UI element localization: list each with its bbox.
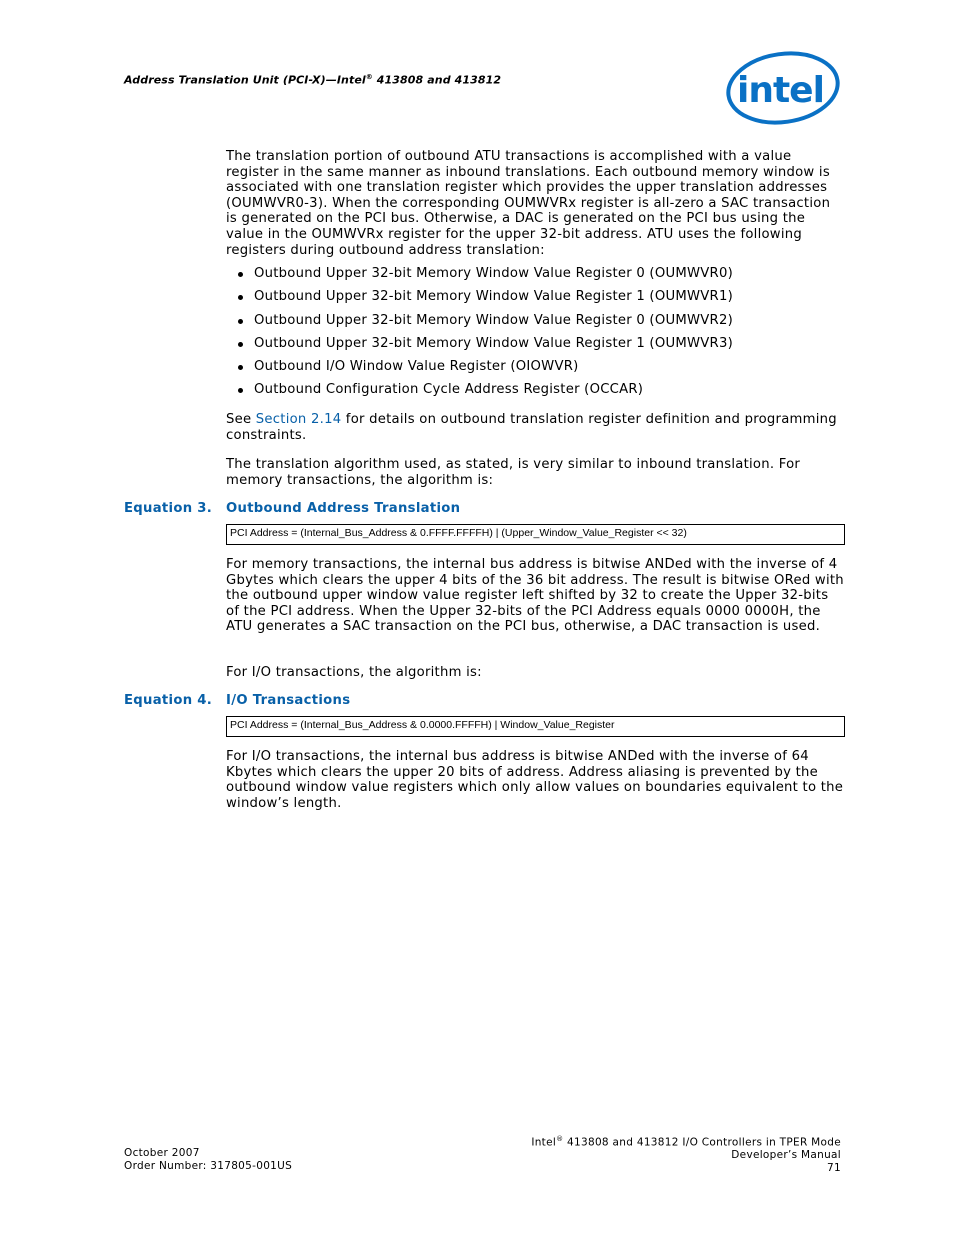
intro-paragraph: The translation portion of outbound ATU transactions is accomplished with a value register in the same manner as inbound translations. Each outbound memory window is associated with one translation register which provides the upper translation addresses (OUMWVR0-3). When the corresponding OUMWVRx register is all-zero a SAC transaction is generated on the PCI bus. Otherwise, a DAC is generated on the PCI bus using the value in the OUMWVRx register for the upper 32-bit address. ATU uses the following registers during outbound address translation: bbox=[226, 149, 831, 258]
section-reference-paragraph bbox=[226, 412, 844, 443]
footer-doc-title bbox=[531, 1133, 841, 1149]
page-number: 71 bbox=[827, 1161, 841, 1174]
list-item: Outbound Configuration Cycle Address Register (OCCAR) bbox=[226, 381, 844, 404]
register-list bbox=[226, 265, 844, 405]
io-intro-paragraph: For I/O transactions, the algorithm is: bbox=[226, 665, 482, 680]
intel-logo bbox=[725, 50, 843, 128]
footer-date: October 2007 bbox=[124, 1147, 200, 1159]
reference-text: for details on outbound translation register definition and programming constraints. bbox=[226, 412, 837, 443]
footer-doc-prefix: Intel bbox=[531, 1136, 557, 1149]
equation-4-formula: PCI Address = (Internal_Bus_Address & 0.0000.FFFFH) | Window_Value_Register bbox=[226, 716, 845, 737]
algorithm-intro-paragraph: The translation algorithm used, as stated, is very similar to inbound translation. For memory transactions, the algorithm is: bbox=[226, 457, 801, 488]
list-item: Outbound I/O Window Value Register (OIOWVR) bbox=[226, 358, 844, 381]
list-item: Outbound Upper 32-bit Memory Window Value Register 0 (OUMWVR0) bbox=[226, 265, 844, 288]
list-item: Outbound Upper 32-bit Memory Window Value Register 1 (OUMWVR1) bbox=[226, 288, 844, 311]
equation-4-title: I/O Transactions bbox=[226, 693, 351, 708]
equation-4-label: Equation 4. bbox=[124, 693, 213, 708]
footer-doc-type: Developer’s Manual bbox=[731, 1149, 841, 1162]
io-transaction-paragraph: For I/O transactions, the internal bus address is bitwise ANDed with the inverse of 64 Kbytes which clears the upper 20 bits of address. Address aliasing is prevented by the outbound window value registers which only allow values on boundaries equivalent to the window’s length. bbox=[226, 749, 844, 811]
header-title-prefix: Address Translation Unit (PCI-X)—Intel bbox=[124, 73, 366, 87]
footer-doc-suffix: 413808 and 413812 I/O Controllers in TPER Mode bbox=[563, 1136, 841, 1149]
registered-mark: ® bbox=[556, 1135, 564, 1143]
equation-3-label: Equation 3. bbox=[124, 501, 213, 516]
section-link[interactable]: Section 2.14 bbox=[255, 412, 342, 427]
see-text: See bbox=[226, 412, 256, 427]
footer-right bbox=[531, 1133, 841, 1174]
memory-transaction-paragraph: For memory transactions, the internal bus address is bitwise ANDed with the inverse of 4 Gbytes which clears the upper 4 bits of the 36 bit address. The result is bitwise ORed with the outbound upper window value register left shifted by 32 to create the Upper 32-bits of the PCI address. When the Upper 32-bits of the PCI Address equals 0000 0000H, the ATU generates a SAC transaction on the PCI bus, otherwise, a DAC transaction is used. bbox=[226, 557, 844, 635]
running-header bbox=[124, 73, 501, 87]
intel-logo-text: intel bbox=[737, 70, 824, 111]
list-item: Outbound Upper 32-bit Memory Window Value Register 1 (OUMWVR3) bbox=[226, 335, 844, 358]
equation-3-formula: PCI Address = (Internal_Bus_Address & 0.FFFF.FFFFH) | (Upper_Window_Value_Register << 32) bbox=[226, 524, 845, 545]
equation-3-title: Outbound Address Translation bbox=[226, 501, 461, 516]
registered-mark: ® bbox=[365, 73, 373, 81]
list-item: Outbound Upper 32-bit Memory Window Value Register 0 (OUMWVR2) bbox=[226, 312, 844, 335]
header-title-suffix: 413808 and 413812 bbox=[372, 73, 502, 87]
footer-order-number: Order Number: 317805-001US bbox=[124, 1159, 293, 1172]
footer-left bbox=[124, 1147, 292, 1172]
